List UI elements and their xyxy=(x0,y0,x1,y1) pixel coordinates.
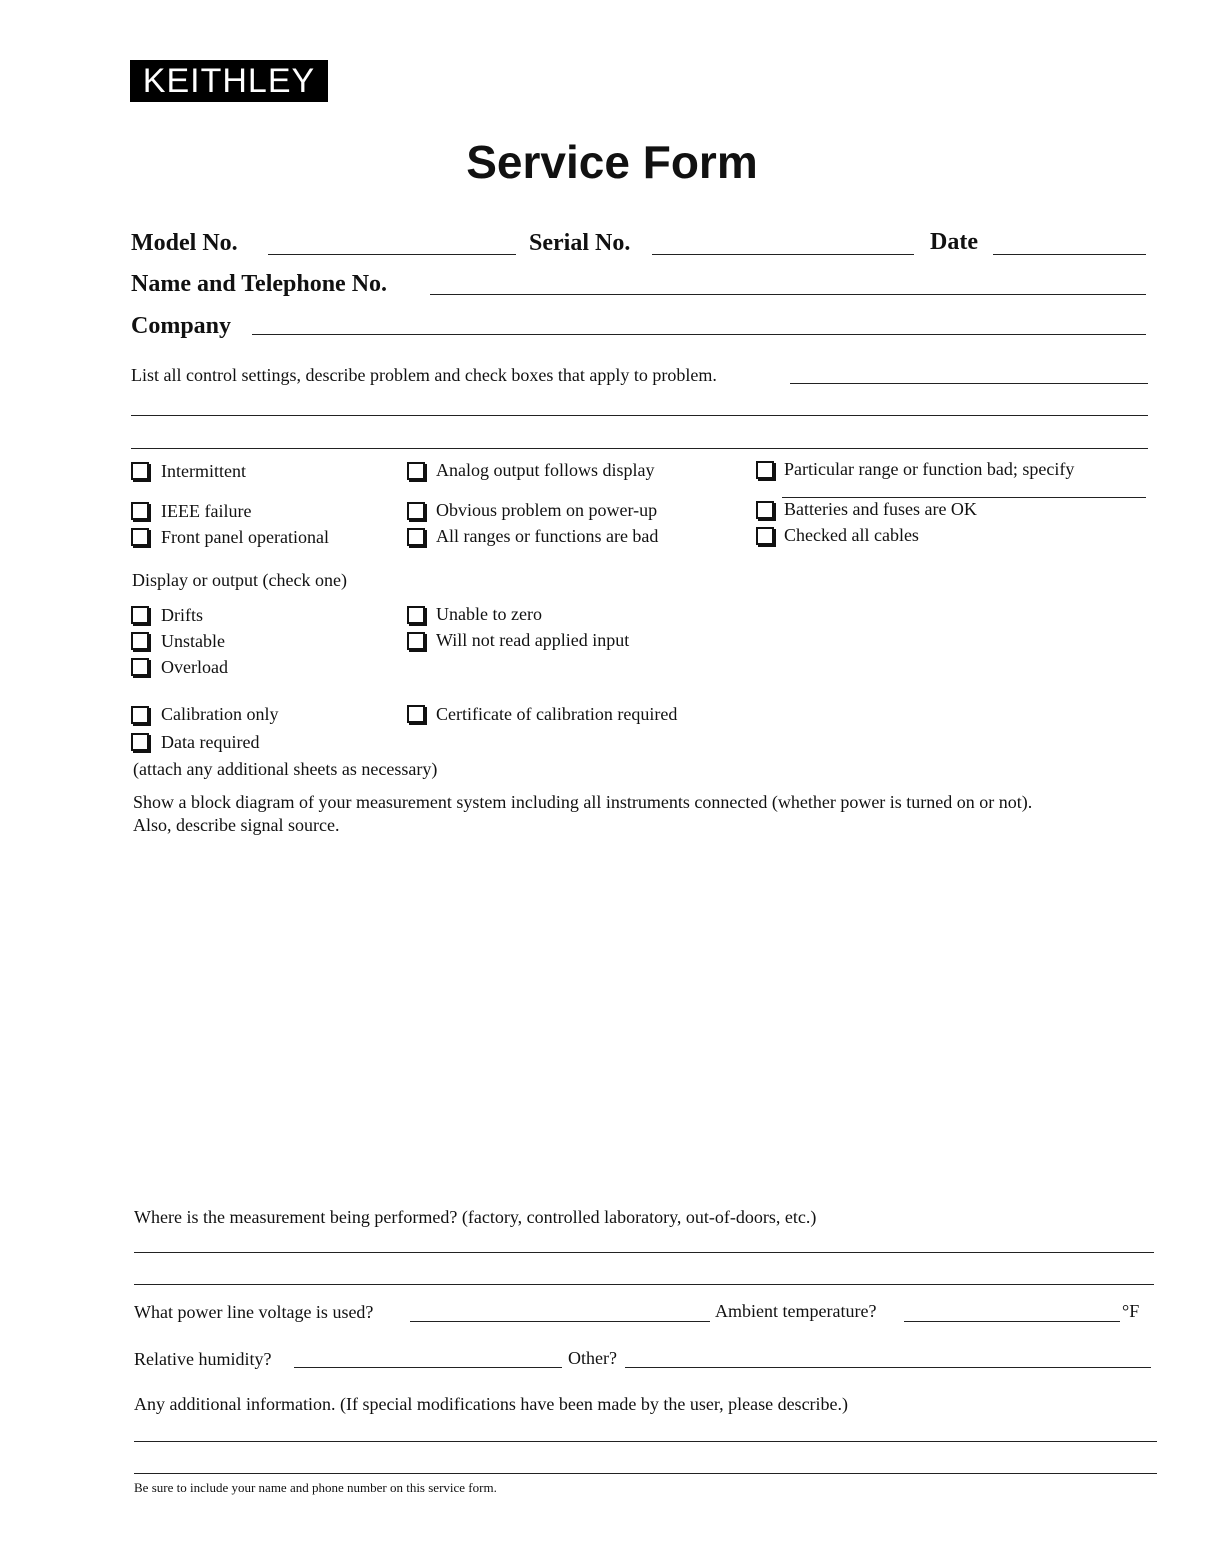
label-intermittent: Intermittent xyxy=(161,461,246,481)
label-all-ranges-bad: All ranges or functions are bad xyxy=(436,526,659,546)
label-overload: Overload xyxy=(161,657,228,677)
label-obvious-problem: Obvious problem on power-up xyxy=(436,500,658,520)
display-heading: Display or output (check one) xyxy=(132,570,347,590)
footer-note: Be sure to include your name and phone number on this service form. xyxy=(134,1480,497,1495)
where-answer-line-2[interactable] xyxy=(134,1284,1154,1285)
checkbox-particular-range[interactable] xyxy=(756,461,774,479)
label-will-not-read: Will not read applied input xyxy=(436,630,630,650)
label-unstable: Unstable xyxy=(161,631,225,651)
company-label: Company xyxy=(131,313,232,339)
additional-info-question: Any additional information. (If special modifications have been made by the user, please describe.) xyxy=(134,1394,849,1414)
particular-range-specify-field[interactable] xyxy=(782,497,1146,498)
checkbox-drifts[interactable] xyxy=(131,606,149,624)
checkbox-certificate[interactable] xyxy=(407,705,425,723)
block-diagram-line-2: Also, describe signal source. xyxy=(133,815,340,835)
instructions-text: List all control settings, describe problem and check boxes that apply to problem. xyxy=(131,365,717,385)
date-label: Date xyxy=(930,229,978,255)
checkbox-calibration-only[interactable] xyxy=(131,706,149,724)
date-field[interactable] xyxy=(993,254,1146,255)
checkbox-overload[interactable] xyxy=(131,658,149,676)
other-question: Other? xyxy=(568,1348,617,1368)
checkbox-ieee-failure[interactable] xyxy=(131,502,149,520)
checkbox-intermittent[interactable] xyxy=(131,462,149,480)
label-batteries-fuses: Batteries and fuses are OK xyxy=(784,499,977,519)
block-diagram-line-1: Show a block diagram of your measurement system including all instruments connected (whether power is turned on or not). xyxy=(133,792,1033,812)
checkbox-checked-cables[interactable] xyxy=(756,527,774,545)
checkbox-all-ranges-bad[interactable] xyxy=(407,528,425,546)
label-front-panel: Front panel operational xyxy=(161,527,329,547)
ambient-question: Ambient temperature? xyxy=(715,1301,877,1321)
humidity-field[interactable] xyxy=(294,1367,562,1368)
checkbox-unstable[interactable] xyxy=(131,632,149,650)
attach-note: (attach any additional sheets as necessary) xyxy=(133,759,438,779)
label-calibration-only: Calibration only xyxy=(161,704,279,724)
problem-description-line-1[interactable] xyxy=(790,383,1148,384)
label-analog-output: Analog output follows display xyxy=(436,460,655,480)
serial-no-label: Serial No. xyxy=(529,230,631,256)
checkbox-will-not-read[interactable] xyxy=(407,632,425,650)
problem-description-line-3[interactable] xyxy=(131,448,1148,449)
serial-no-field[interactable] xyxy=(652,254,914,255)
checkbox-data-required[interactable] xyxy=(131,733,149,751)
checkbox-batteries-fuses[interactable] xyxy=(756,501,774,519)
humidity-question: Relative humidity? xyxy=(134,1349,272,1369)
checkbox-obvious-problem[interactable] xyxy=(407,502,425,520)
checkbox-analog-output[interactable] xyxy=(407,462,425,480)
where-question: Where is the measurement being performed? (factory, controlled laboratory, out-of-doors, etc.) xyxy=(134,1207,817,1227)
company-field[interactable] xyxy=(252,334,1146,335)
power-question: What power line voltage is used? xyxy=(134,1302,374,1322)
model-no-field[interactable] xyxy=(268,254,516,255)
checkbox-unable-to-zero[interactable] xyxy=(407,606,425,624)
other-field[interactable] xyxy=(625,1367,1151,1368)
page-title: Service Form xyxy=(466,136,758,188)
keithley-logo: KEITHLEY xyxy=(130,60,328,102)
name-phone-label: Name and Telephone No. xyxy=(131,271,388,297)
label-certificate: Certificate of calibration required xyxy=(436,704,678,724)
label-checked-cables: Checked all cables xyxy=(784,525,919,545)
ambient-temperature-field[interactable] xyxy=(904,1321,1120,1322)
label-data-required: Data required xyxy=(161,732,260,752)
label-drifts: Drifts xyxy=(161,605,203,625)
label-unable-to-zero: Unable to zero xyxy=(436,604,542,624)
where-answer-line-1[interactable] xyxy=(134,1252,1154,1253)
label-particular-range: Particular range or function bad; specify xyxy=(784,459,1075,479)
additional-info-line-2[interactable] xyxy=(134,1473,1157,1474)
problem-description-line-2[interactable] xyxy=(131,415,1148,416)
label-ieee-failure: IEEE failure xyxy=(161,501,252,521)
checkbox-front-panel[interactable] xyxy=(131,528,149,546)
additional-info-line-1[interactable] xyxy=(134,1441,1157,1442)
temp-unit: °F xyxy=(1122,1301,1140,1321)
model-no-label: Model No. xyxy=(131,230,238,256)
name-phone-field[interactable] xyxy=(430,294,1146,295)
power-voltage-field[interactable] xyxy=(410,1321,710,1322)
block-diagram-area[interactable] xyxy=(131,845,1151,1185)
